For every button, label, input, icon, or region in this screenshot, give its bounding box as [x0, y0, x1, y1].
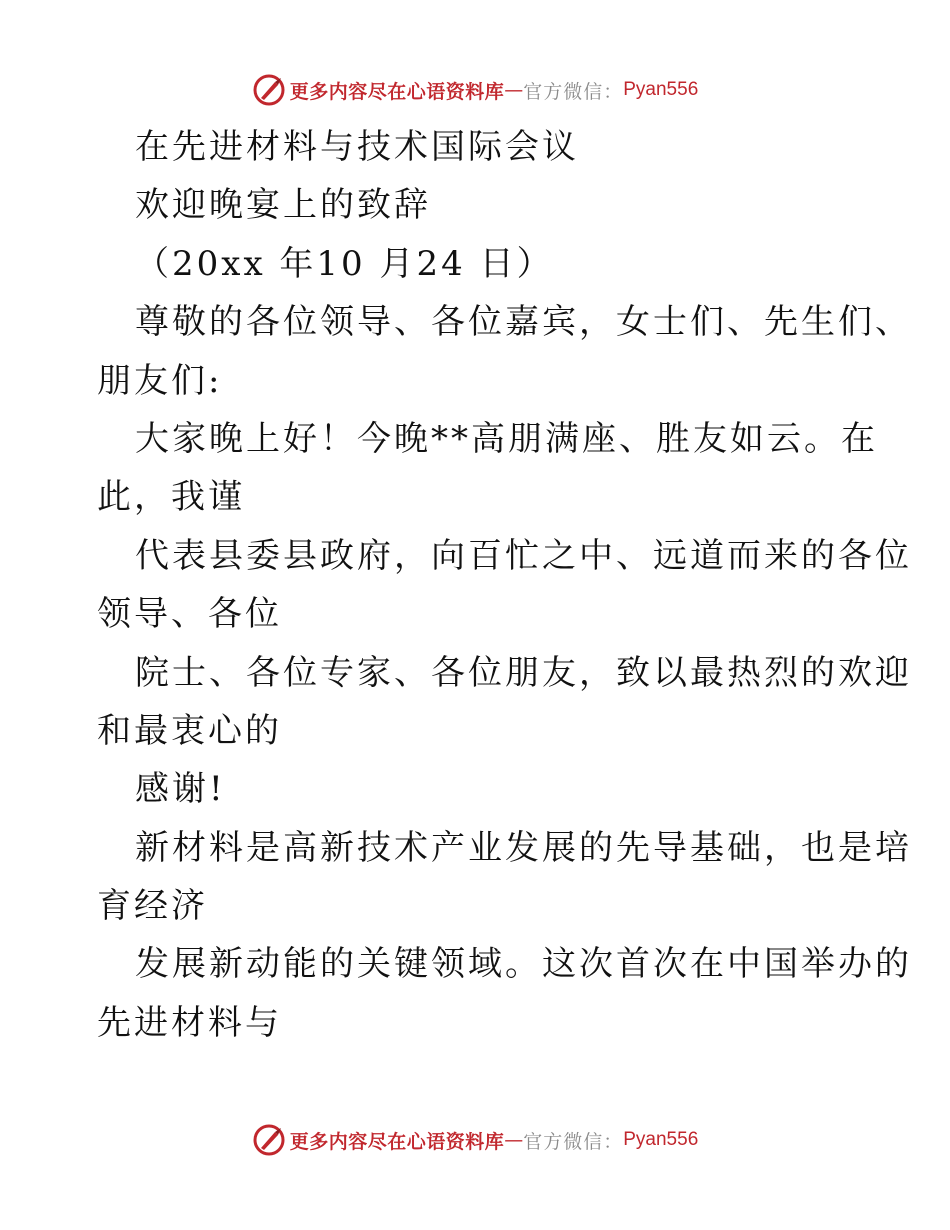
paragraph-line: 发展新动能的关键领域。这次首次在中国举办的	[135, 944, 912, 985]
footer-watermark-banner	[0, 1120, 950, 1160]
banner-main-text: 更多内容尽在心语资料库	[289, 1130, 505, 1153]
paragraph-line: 领导、各位	[97, 594, 282, 635]
banner-main-text: 更多内容尽在心语资料库	[289, 80, 505, 103]
document-body	[97, 118, 912, 1052]
paragraph-line: 先进材料与	[97, 1002, 282, 1043]
title-line-2: 欢迎晚宴上的致辞	[135, 185, 431, 226]
title-line-1: 在先进材料与技术国际会议	[135, 127, 579, 167]
paragraph-line: 院士、各位专家、各位朋友，致以最热烈的欢迎	[135, 652, 912, 693]
quill-logo-icon	[252, 73, 286, 107]
paragraph-line: 感谢!	[135, 769, 226, 810]
banner-label: 官方微信：	[523, 80, 624, 103]
banner-dash: —	[504, 79, 524, 101]
paragraph-line: 大家晚上好！今晚**高朋满座、胜友如云。在	[135, 418, 878, 459]
date-line: （20xx 年10 月24 日）	[135, 243, 554, 284]
paragraph-line: 和最衷心的	[97, 710, 282, 751]
banner-wechat-id: Pyan556	[623, 79, 699, 100]
paragraph-line: 代表县委县政府，向百忙之中、远道而来的各位	[135, 535, 912, 576]
salutation-line-1: 尊敬的各位领导、各位嘉宾，女士们、先生们、	[135, 302, 912, 343]
banner-dash: —	[504, 1129, 524, 1151]
salutation-line-2: 朋友们:	[97, 360, 223, 401]
paragraph-line: 此，我谨	[97, 477, 245, 518]
banner-label: 官方微信：	[523, 1130, 624, 1153]
header-watermark-banner	[0, 70, 950, 110]
paragraph-line: 育经济	[97, 886, 208, 927]
banner-wechat-id: Pyan556	[623, 1129, 699, 1150]
paragraph-line: 新材料是高新技术产业发展的先导基础，也是培	[135, 827, 912, 868]
quill-logo-icon	[252, 1123, 286, 1157]
